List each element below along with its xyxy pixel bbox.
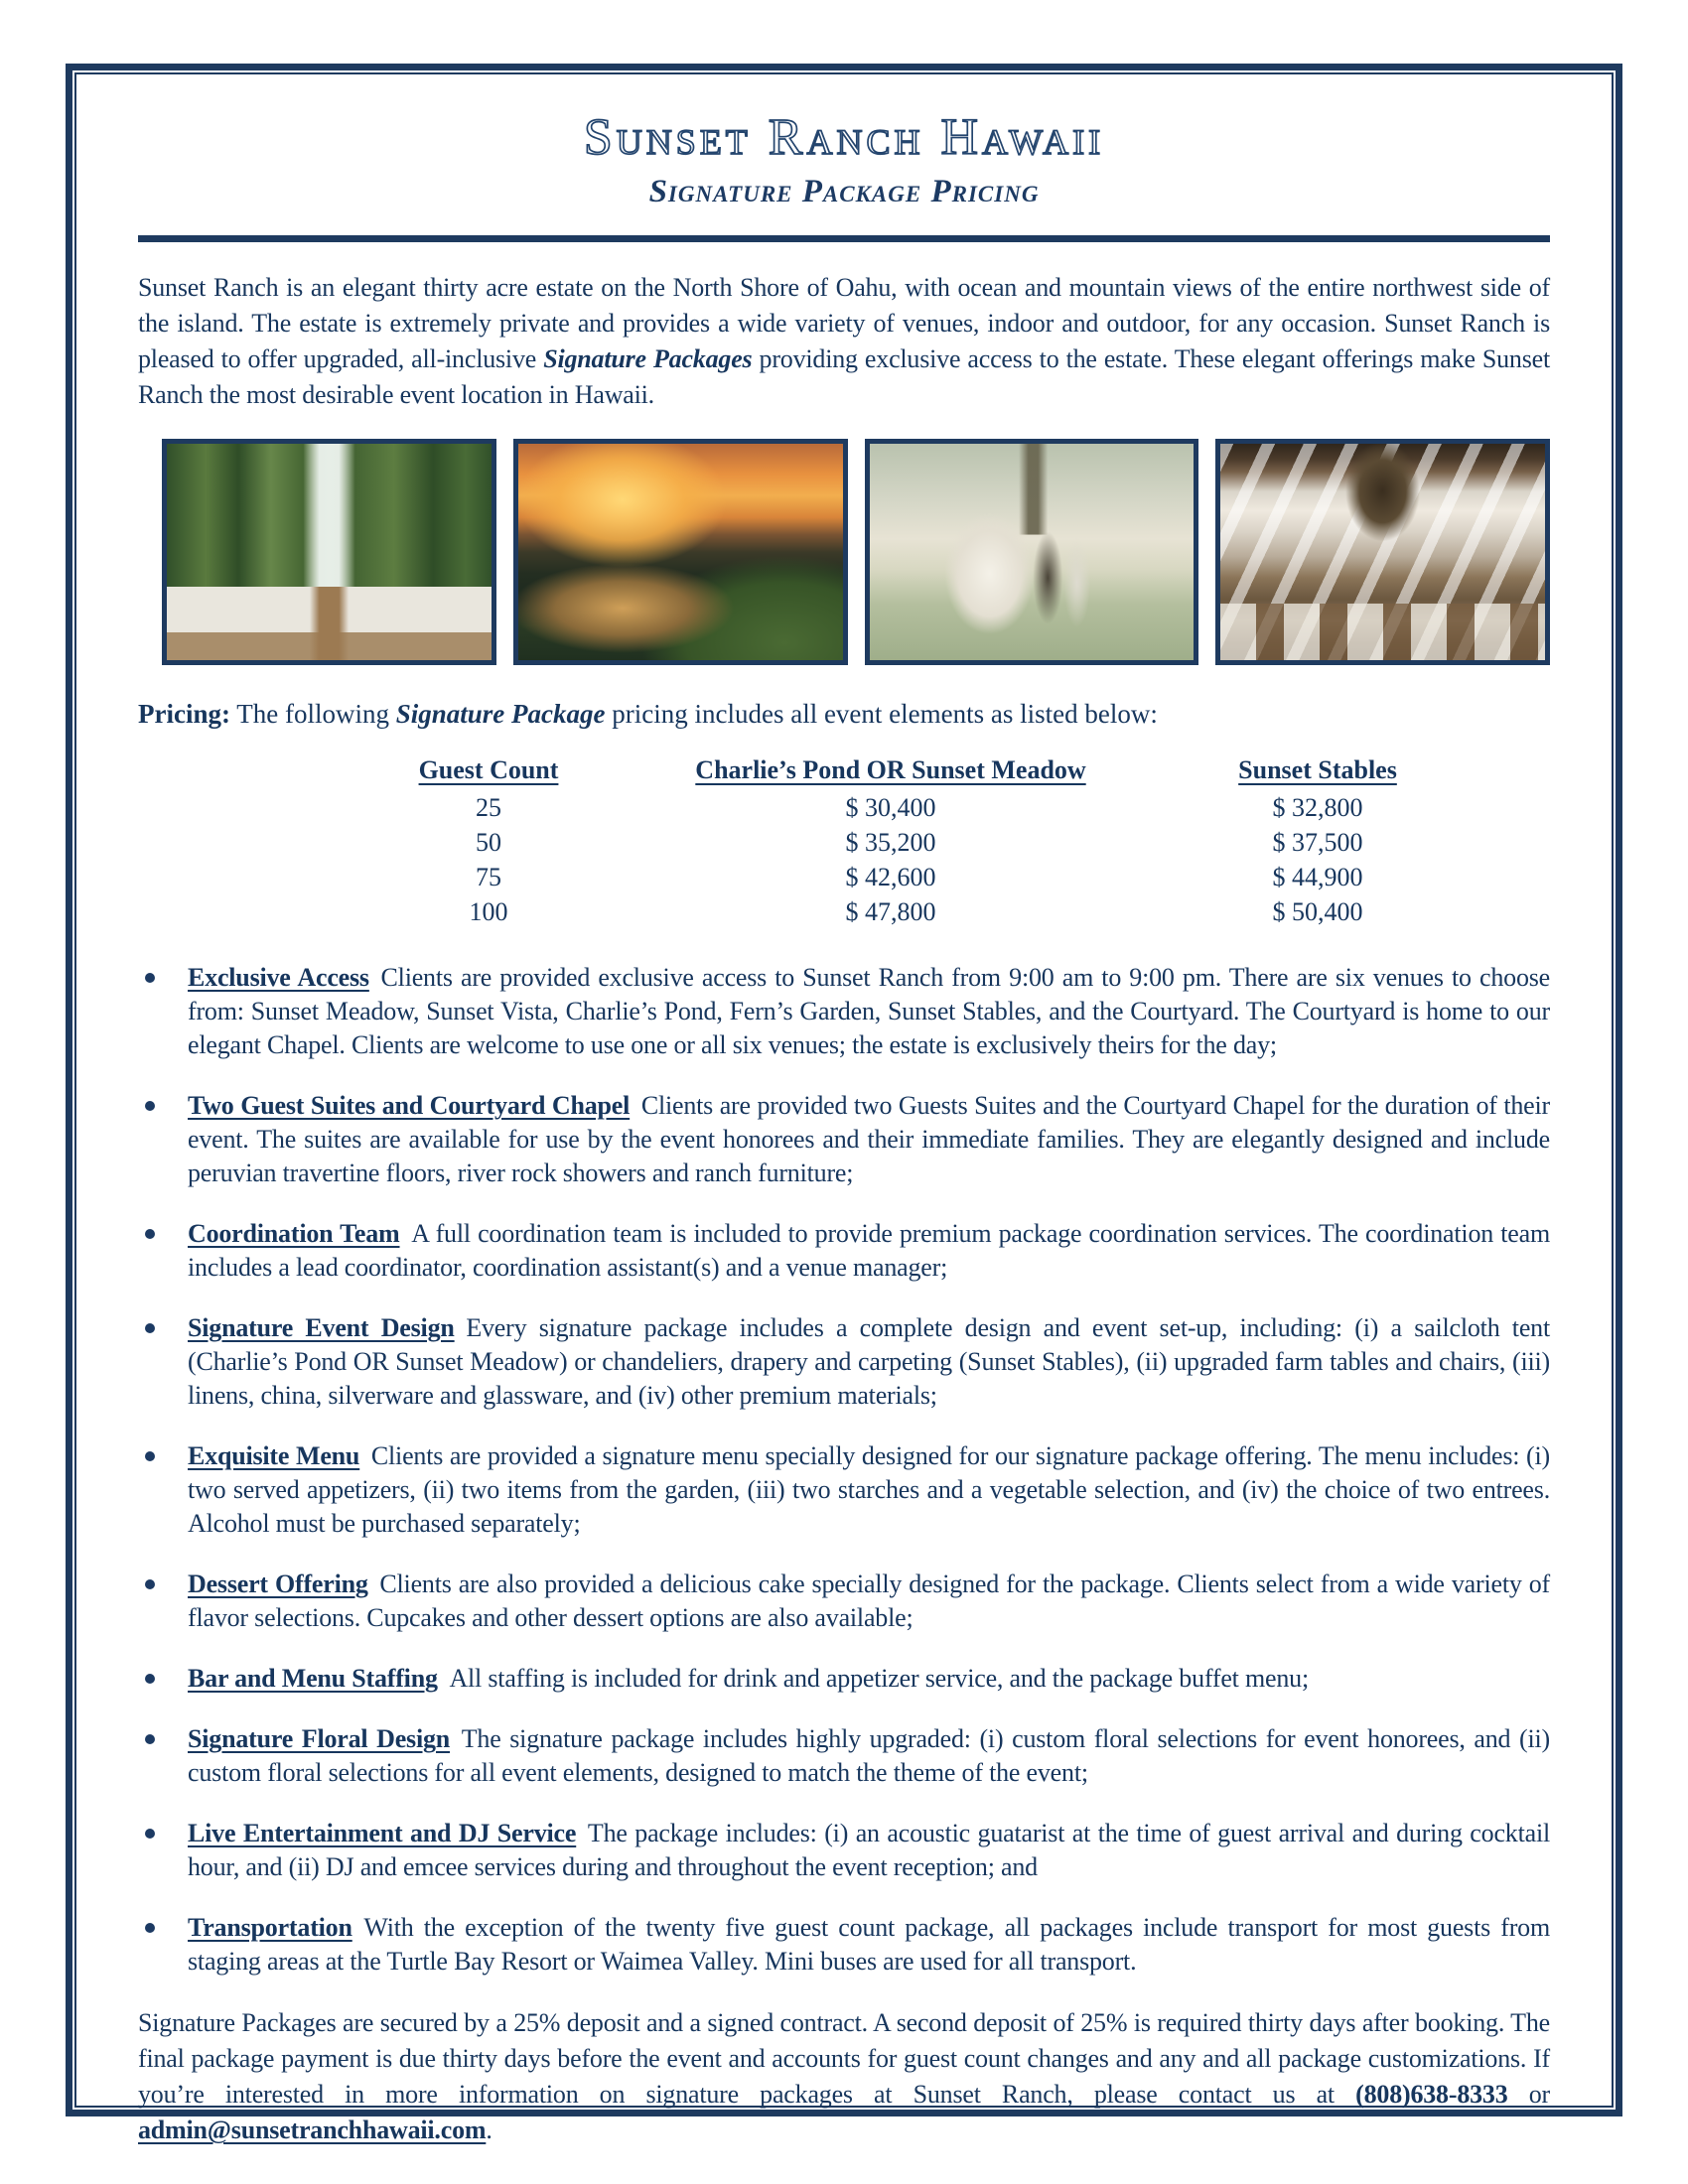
page-border-outer [66, 64, 1622, 2144]
closing-period: . [486, 2116, 492, 2144]
bullet-text: Every signature package includes a complete design and event set-up, including: (i) a sailcloth tent (Charlie’s Pond OR Sunset Meadow) or chandeliers, drapery and carpeting (Sunset Stables), (ii) upgraded farm tables and chairs, (iii) linens, china, silverware and glassware, and (iv) other premium materials; [188, 1313, 1550, 1410]
bullet-title: Dessert Offering [188, 1570, 368, 1598]
closing-or: or [1528, 2080, 1550, 2109]
header-divider [138, 235, 1550, 242]
list-item [138, 1311, 1550, 1413]
bullet-title: Live Entertainment and DJ Service [188, 1819, 577, 1847]
list-item [138, 1217, 1550, 1285]
bullet-title: Two Guest Suites and Courtyard Chapel [188, 1091, 631, 1120]
email-link[interactable]: admin@sunsetranchhawaii.com [138, 2116, 487, 2144]
bullet-title: Exquisite Menu [188, 1441, 360, 1470]
photo-couple-horse [865, 439, 1199, 665]
pricing-lead-post: pricing includes all event elements as listed below: [612, 699, 1158, 729]
feature-list [138, 961, 1550, 1979]
closing-text: Signature Packages are secured by a 25% deposit and a signed contract. A second deposit of 25% is required thirty days after booking. The final package payment is due thirty days before the event and accounts for guest count changes and any and all package customizations. If you’re interested in more information on signature packages at Sunset Ranch, please contact us at [138, 2008, 1550, 2109]
bullet-text: Clients are provided two Guests Suites and the Courtyard Chapel for the duration of their event. The suites are available for use by the event honorees and their immediate families. They are elegantly designed and include peruvian travertine floors, river rock showers and ranch furniture; [188, 1091, 1550, 1187]
pricing-lead-emphasis: Signature Package [395, 699, 606, 729]
bullet-text: Clients are provided a signature menu specially designed for our signature package offering. The menu includes: (i) two served appetizers, (ii) two items from the garden, (iii) two starches and a vegetable selection, and (iv) the choice of two entrees. Alcohol must be purchased separately; [188, 1441, 1550, 1538]
bullet-text: The signature package includes highly upgraded: (i) custom floral selections for event honorees, and (ii) custom floral selections for all event elements, designed to match the theme of the event; [188, 1724, 1550, 1787]
bullet-title: Coordination Team [188, 1219, 400, 1248]
table-cell: $ 44,900 [1272, 863, 1363, 891]
column-header-pond-meadow: Charlie’s Pond OR Sunset Meadow [695, 755, 1086, 784]
bullet-text: With the exception of the twenty five guest count package, all packages include transport for most guests from staging areas at the Turtle Bay Resort or Waimea Valley. Mini buses are used for all transport. [188, 1913, 1550, 1976]
bullet-title: Signature Event Design [188, 1313, 455, 1342]
intro-paragraph [138, 270, 1550, 413]
list-item [138, 1662, 1550, 1696]
photo-sunset-pond [513, 439, 848, 665]
table-cell: $ 47,800 [845, 897, 936, 926]
table-cell: $ 37,500 [1272, 828, 1363, 857]
table-cell: $ 50,400 [1272, 897, 1363, 926]
bullet-title: Signature Floral Design [188, 1724, 451, 1753]
bullet-title: Bar and Menu Staffing [188, 1664, 438, 1693]
bullet-text: Clients are provided exclusive access to Sunset Ranch from 9:00 am to 9:00 pm. There are six venues to choose from: Sunset Meadow, Sunset Vista, Charlie’s Pond, Fern’s Garden, Sunset Stables, and the Courtyard. The Courtyard is home to our elegant Chapel. Clients are welcome to use one or all six venues; the estate is exclusively theirs for the day; [188, 963, 1550, 1059]
list-item [138, 1568, 1550, 1635]
table-cell: $ 35,200 [845, 828, 936, 857]
pricing-lead [138, 695, 1550, 733]
pricing-label: Pricing: [138, 699, 230, 729]
table-cell: 75 [476, 863, 501, 891]
photo-strip [162, 439, 1550, 665]
list-item [138, 1439, 1550, 1541]
page-title: Sunset Ranch Hawaii [583, 109, 1105, 166]
closing-paragraph [138, 2005, 1550, 2148]
bullet-title: Exclusive Access [188, 963, 369, 992]
list-item [138, 1817, 1550, 1884]
page-subtitle: Signature Package Pricing [648, 174, 1040, 209]
pricing-table [364, 751, 1550, 929]
table-cell: 25 [476, 793, 501, 822]
list-item [138, 1089, 1550, 1190]
table-cell: $ 42,600 [845, 863, 936, 891]
column-header-guest-count: Guest Count [418, 755, 559, 784]
table-cell: $ 32,800 [1272, 793, 1363, 822]
intro-text-1: Sunset Ranch is an elegant thirty acre estate on the North Shore of Oahu, with ocean and mountain views of the entire northwest side of the island. The estate is extremely private and provides a wide variety of venues, indoor and outdoor, for any occasion. Sunset Ranch is pleased to offer upgraded, all-inclusive [138, 273, 1550, 373]
intro-text-2: providing exclusive access to the estate. These elegant offerings make Sunset Ranch the most desirable event location in Hawaii. [138, 344, 1551, 409]
document-header [138, 108, 1550, 211]
table-cell: 50 [476, 828, 501, 857]
list-item [138, 1722, 1550, 1790]
photo-stables-reception [1215, 439, 1550, 665]
table-cell: 100 [469, 897, 508, 926]
bullet-text: Clients are also provided a delicious cake specially designed for the package. Clients select from a wide variety of flavor selections. Cupcakes and other dessert options are also available; [188, 1570, 1550, 1632]
bullet-title: Transportation [188, 1913, 352, 1942]
table-cell: $ 30,400 [845, 793, 936, 822]
document-page [74, 72, 1614, 2144]
intro-emphasis: Signature Packages [543, 344, 753, 373]
photo-ceremony-aisle [162, 439, 496, 665]
bullet-text: The package includes: (i) an acoustic guatarist at the time of guest arrival and during cocktail hour, and (ii) DJ and emcee services during and throughout the event reception; and [188, 1819, 1550, 1881]
list-item [138, 961, 1550, 1062]
column-header-stables: Sunset Stables [1238, 755, 1397, 784]
list-item [138, 1911, 1550, 1979]
bullet-text: A full coordination team is included to provide premium package coordination services. The coordination team includes a lead coordinator, coordination assistant(s) and a venue manager; [188, 1219, 1550, 1282]
phone-number: (808)638-8333 [1355, 2080, 1508, 2109]
bullet-text: All staffing is included for drink and appetizer service, and the package buffet menu; [449, 1664, 1309, 1693]
pricing-lead-pre: The following [236, 699, 389, 729]
